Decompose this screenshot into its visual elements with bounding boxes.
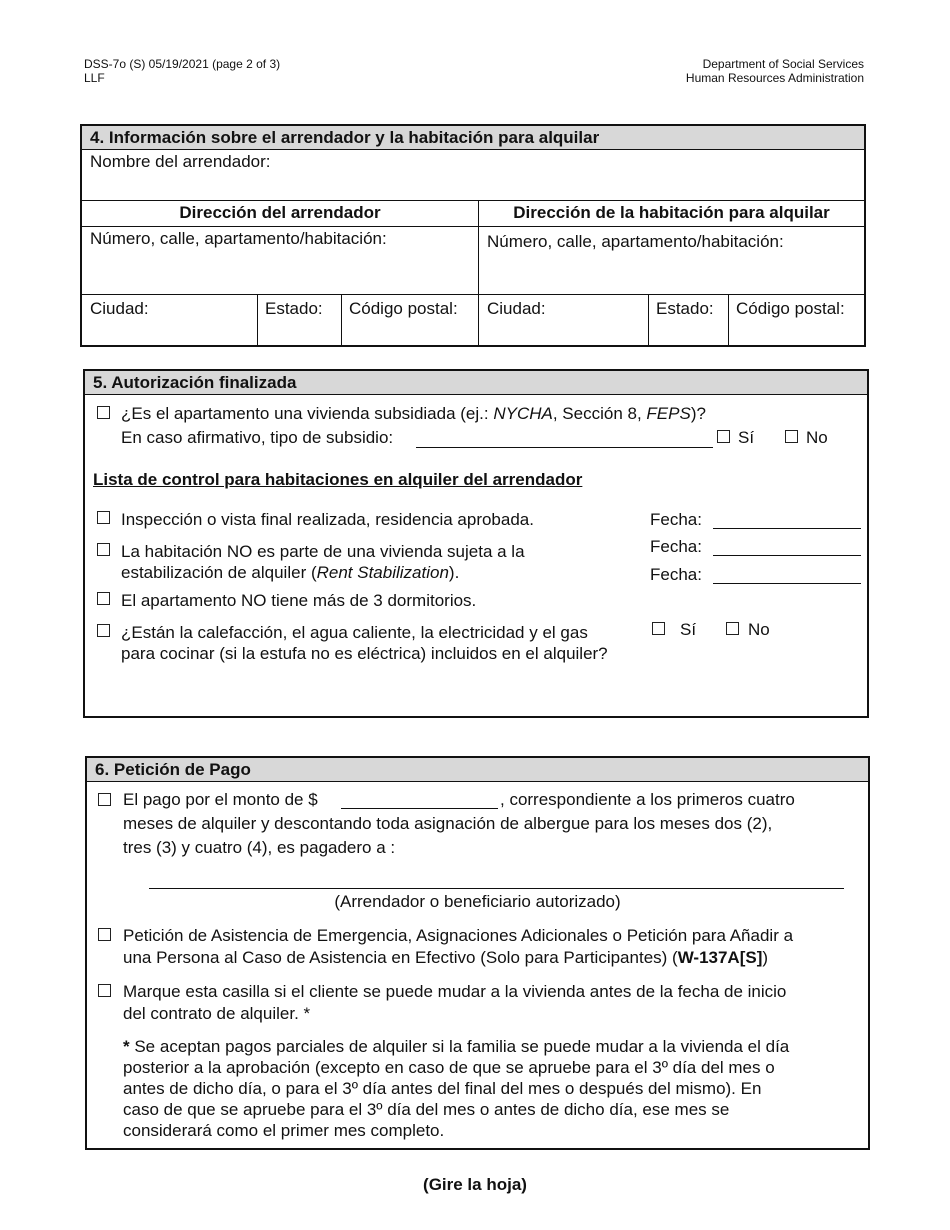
section-6-title: 6. Petición de Pago	[87, 758, 868, 782]
room-address-header: Dirección de la habitación para alquilar	[513, 203, 830, 222]
bedrooms-checkbox[interactable]	[97, 592, 110, 605]
subsidized-question: ¿Es el apartamento una vivienda subsidiada (ej.: NYCHA, Sección 8, FEPS)?	[121, 404, 706, 423]
subsidy-no-checkbox[interactable]	[785, 430, 798, 443]
landlord-address-header: Dirección del arrendador	[179, 203, 381, 222]
move-in-line2: del contrato de alquiler. *	[123, 1004, 311, 1023]
payment-checkbox[interactable]	[98, 793, 111, 806]
landlord-city-label: Ciudad:	[90, 299, 149, 318]
date-field-2[interactable]	[713, 555, 861, 556]
not-stabilized-line2: estabilización de alquiler (Rent Stabilization).	[121, 563, 460, 582]
landlord-street-label: Número, calle, apartamento/habitación:	[90, 229, 387, 248]
form-id-block	[84, 57, 280, 85]
utilities-yes-checkbox[interactable]	[652, 622, 665, 635]
emergency-line2: una Persona al Caso de Asistencia en Efectivo (Solo para Participantes) (W-137A[S])	[123, 948, 769, 967]
date-label-3: Fecha:	[650, 565, 702, 584]
department-name: Department of Social Services	[702, 57, 864, 71]
date-label-2: Fecha:	[650, 537, 702, 556]
inspection-label: Inspección o vista final realizada, residencia aprobada.	[121, 510, 534, 529]
utilities-no-label: No	[748, 620, 770, 639]
date-field-1[interactable]	[713, 528, 861, 529]
partial-payment-note: * Se aceptan pagos parciales de alquiler si la familia se puede mudar a la vivienda el día posterior a la aprobación (excepto en caso de que se apruebe para el 3º día del mes o antes de dicho día, o para el 3º día antes del final del mes o después del mismo). En caso de que se apruebe para el 3º día del mes o antes de dicho día, ese mes se considerará como el primer mes completo.	[123, 1037, 790, 1140]
payment-line1b: , correspondiente a los primeros cuatro	[500, 790, 795, 809]
agency-block	[686, 57, 864, 85]
payment-line3: tres (3) y cuatro (4), es pagadero a :	[123, 838, 396, 857]
room-city-label: Ciudad:	[487, 299, 546, 318]
form-id: DSS-7o (S) 05/19/2021 (page 2 of 3)	[84, 57, 281, 71]
payment-line2: meses de alquiler y descontando toda asignación de albergue para los meses dos (2),	[123, 814, 773, 833]
payment-line1a: El pago por el monto de $	[123, 790, 318, 809]
utilities-no-checkbox[interactable]	[726, 622, 739, 635]
room-zip-label: Código postal:	[736, 299, 845, 318]
move-in-line1: Marque esta casilla si el cliente se puede mudar a la vivienda antes de la fecha de inicio	[123, 982, 787, 1001]
landlord-name-label: Nombre del arrendador:	[90, 152, 271, 171]
checklist-heading: Lista de control para habitaciones en alquiler del arrendador	[93, 470, 583, 489]
section-6-payment-request	[85, 756, 870, 1150]
utilities-line2: para cocinar (si la estufa no es eléctrica) incluidos en el alquiler?	[121, 644, 608, 663]
section-4-title: 4. Información sobre el arrendador y la habitación para alquilar	[82, 126, 864, 150]
room-street-label: Número, calle, apartamento/habitación:	[487, 232, 784, 251]
inspection-checkbox[interactable]	[97, 511, 110, 524]
subsidy-yes-checkbox[interactable]	[717, 430, 730, 443]
bedrooms-label: El apartamento NO tiene más de 3 dormitorios.	[121, 591, 477, 610]
section-5-authorization	[83, 369, 869, 718]
date-field-3[interactable]	[713, 583, 861, 584]
subsidy-type-label: En caso afirmativo, tipo de subsidio:	[121, 428, 394, 447]
date-label-1: Fecha:	[650, 510, 702, 529]
payment-amount-field[interactable]	[341, 808, 498, 809]
payee-caption: (Arrendador o beneficiario autorizado)	[334, 892, 621, 911]
move-in-checkbox[interactable]	[98, 984, 111, 997]
administration-name: Human Resources Administration	[685, 71, 864, 85]
payee-field[interactable]	[149, 888, 844, 889]
utilities-yes-label: Sí	[680, 620, 697, 639]
not-stabilized-line1: La habitación NO es parte de una vivienda sujeta a la	[121, 542, 525, 561]
subsidy-no-label: No	[806, 428, 828, 447]
subsidy-yes-label: Sí	[738, 428, 755, 447]
subsidized-checkbox[interactable]	[97, 406, 110, 419]
emergency-line1: Petición de Asistencia de Emergencia, Asignaciones Adicionales o Petición para Añadir a	[123, 926, 794, 945]
turn-page-note: (Gire la hoja)	[423, 1175, 527, 1194]
room-state-label: Estado:	[656, 299, 714, 318]
not-stabilized-checkbox[interactable]	[97, 543, 110, 556]
landlord-zip-label: Código postal:	[349, 299, 458, 318]
landlord-state-label: Estado:	[265, 299, 323, 318]
form-sub: LLF	[84, 71, 105, 85]
utilities-checkbox[interactable]	[97, 624, 110, 637]
section-5-title: 5. Autorización finalizada	[85, 371, 867, 395]
section-4-landlord-info	[80, 124, 866, 347]
subsidy-type-field[interactable]	[416, 447, 713, 448]
utilities-line1: ¿Están la calefacción, el agua caliente, la electricidad y el gas	[121, 623, 588, 642]
emergency-checkbox[interactable]	[98, 928, 111, 941]
